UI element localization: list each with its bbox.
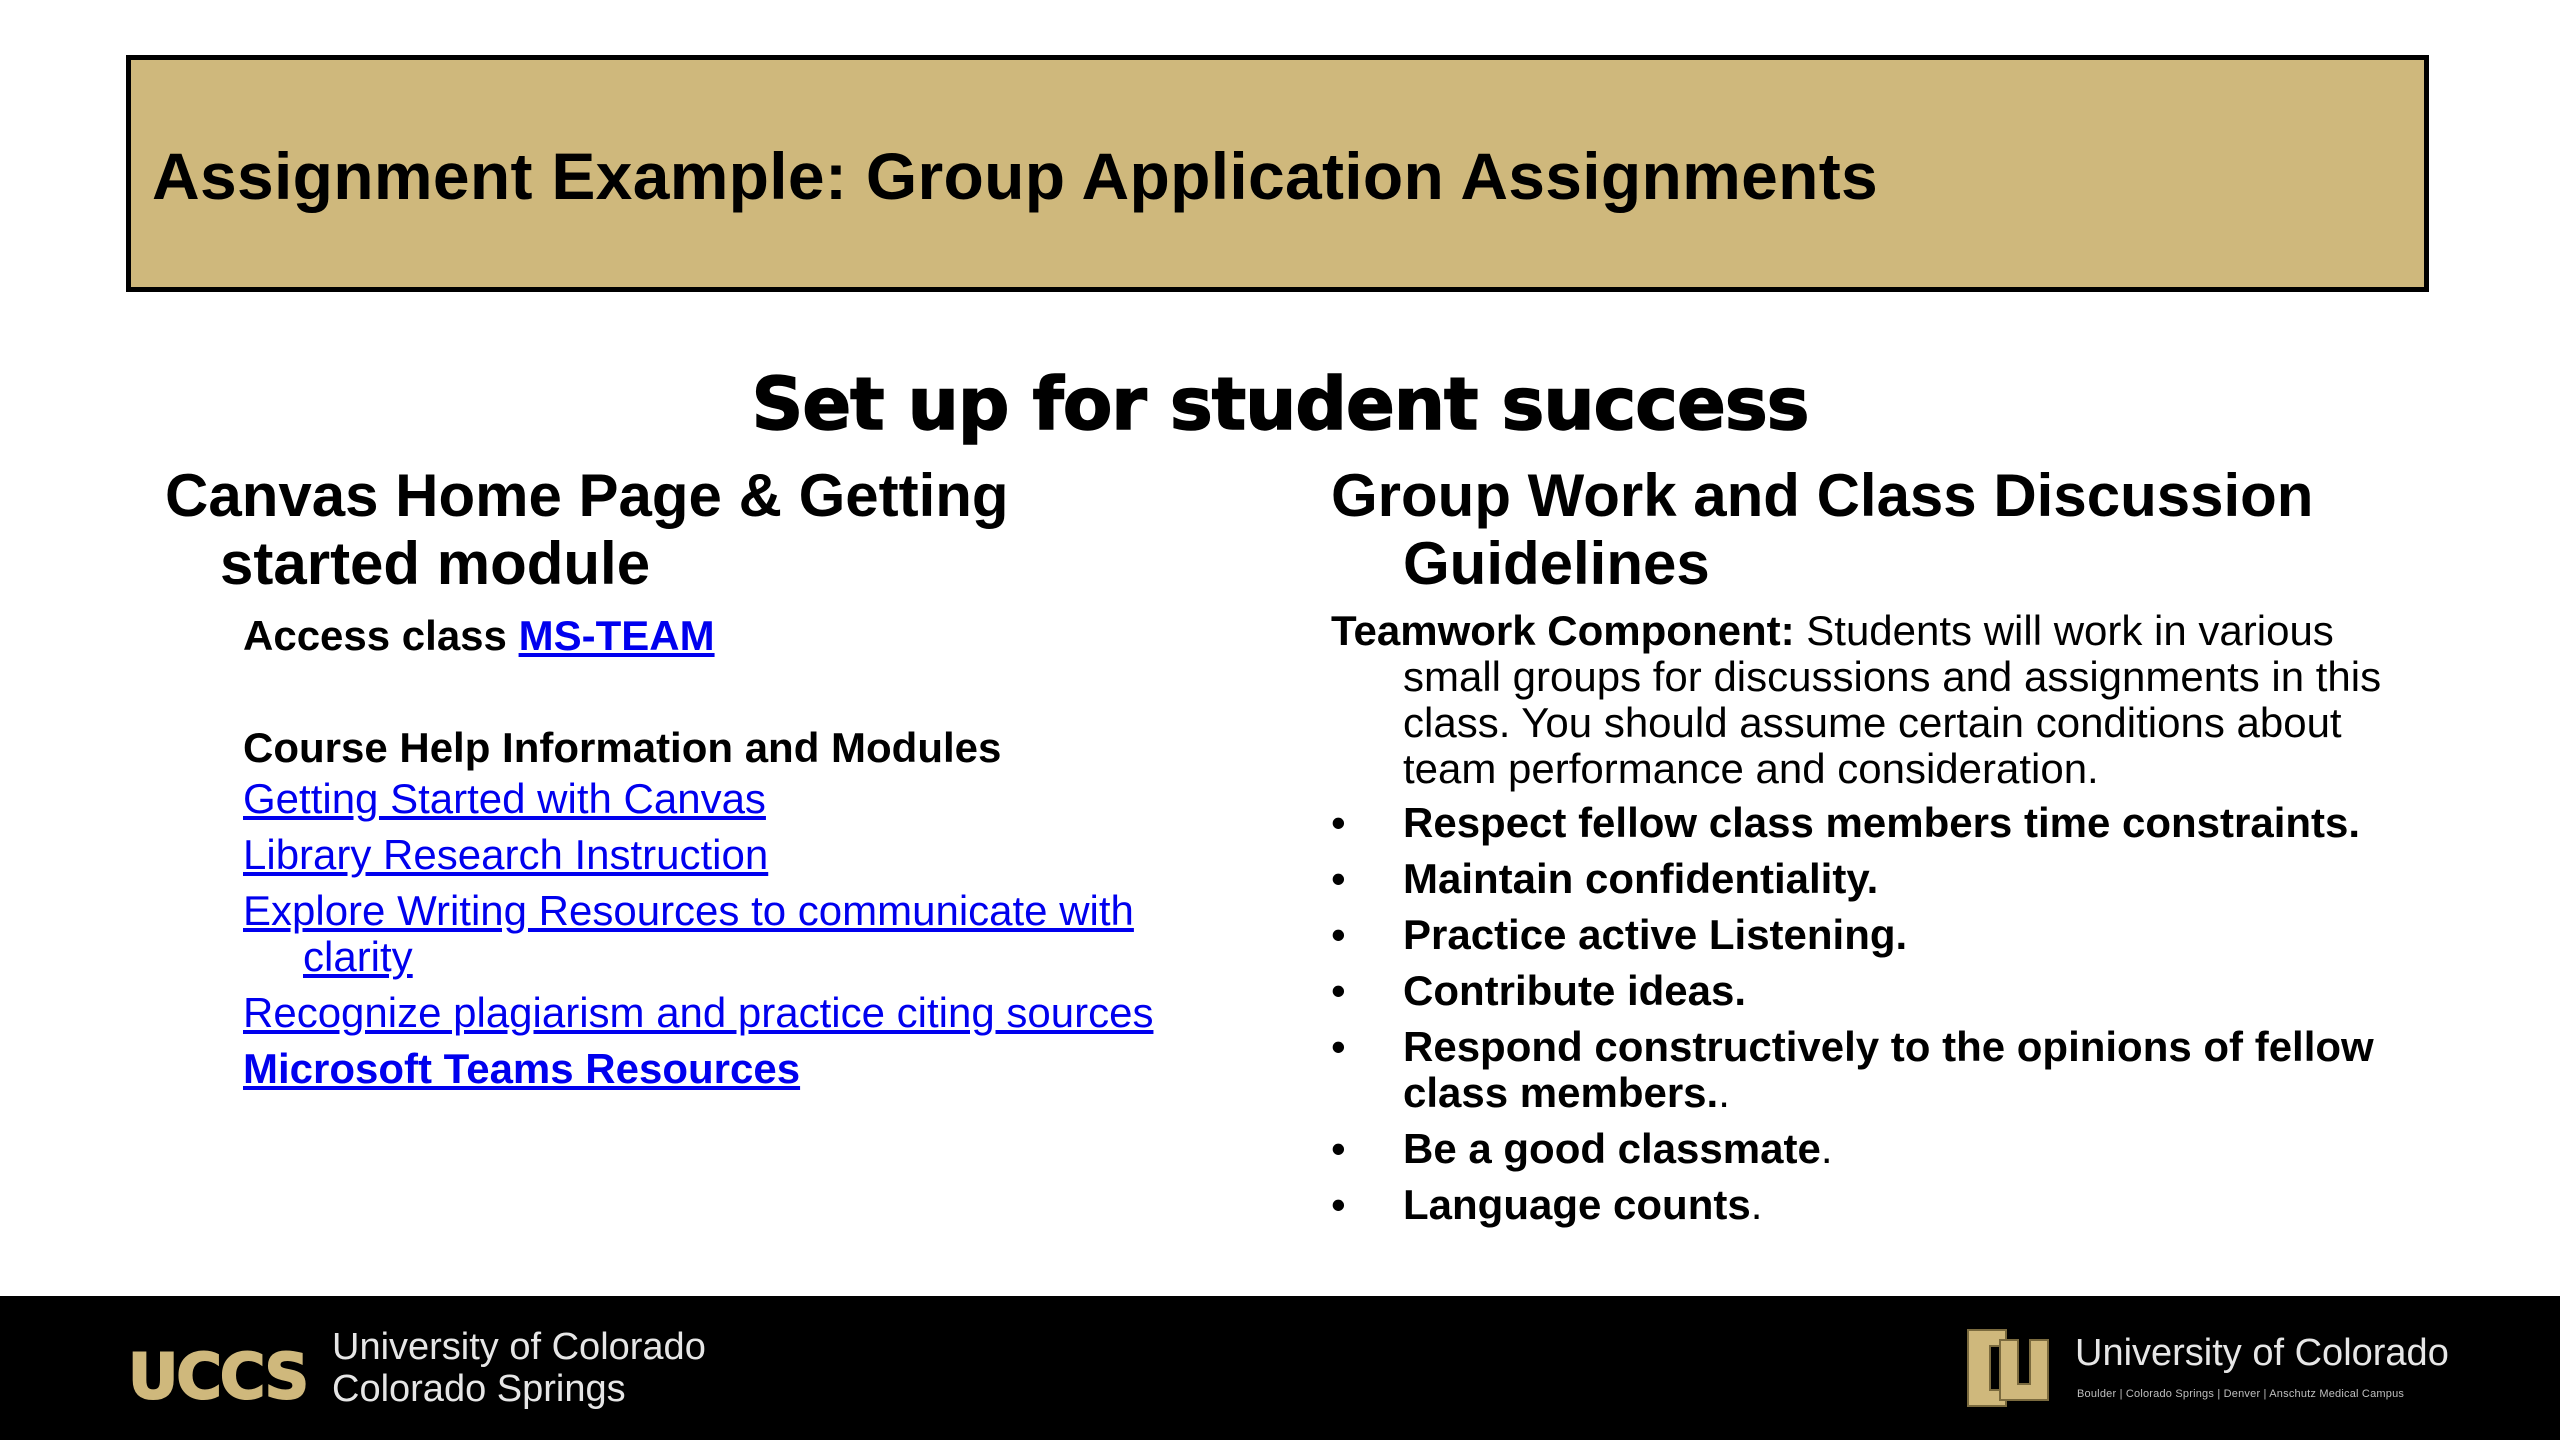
list-item: [1331, 1024, 2431, 1116]
cu-campuses: Boulder | Colorado Springs | Denver | Anschutz Medical Campus: [2077, 1388, 2405, 1400]
list-item: [1331, 912, 2431, 958]
cu-monogram-icon: [1960, 1320, 2054, 1416]
link-plagiarism: [243, 990, 1225, 1036]
left-heading: Canvas Home Page & Getting started module: [165, 462, 1009, 597]
teamwork-text: Students will work in various small groups for discussions and assignments in this class. You should assume certain conditions about team performance and consideration.: [1403, 607, 2382, 792]
list-item: [1331, 1182, 2431, 1228]
bullet-icon: •: [1331, 911, 1346, 958]
bullet-icon: •: [1331, 1023, 1346, 1070]
title-box: [126, 55, 2429, 292]
uccs-line-1: University of Colorado: [332, 1326, 706, 1368]
bullet-icon: •: [1331, 799, 1346, 846]
list-item: [1331, 1126, 2431, 1172]
getting-started-link[interactable]: Getting Started with Canvas: [243, 775, 766, 822]
rule-text: Respond constructively to the opinions of fellow class members.: [1403, 1023, 2374, 1116]
left-content: [243, 608, 1225, 1092]
slide-title: Assignment Example: Group Application Assignments: [152, 139, 1879, 213]
writing-resources-link[interactable]: Explore Writing Resources to communicate with clarity: [243, 887, 1134, 980]
right-column: [1331, 462, 2431, 1238]
rule-text: Contribute ideas.: [1403, 967, 1747, 1014]
library-research-link[interactable]: Library Research Instruction: [243, 831, 769, 878]
bullet-icon: •: [1331, 1125, 1346, 1172]
spacer: [243, 664, 1225, 720]
link-getting-started: [243, 776, 1225, 822]
link-teams: [243, 1046, 1225, 1092]
rule-text: Respect fellow class members time constraints.: [1403, 799, 2361, 846]
guidelines-list: [1331, 800, 2431, 1228]
rule-text: Maintain confidentiality.: [1403, 855, 1879, 902]
rule-text: Practice active Listening.: [1403, 911, 1908, 958]
rule-tail: .: [1820, 1125, 1833, 1172]
plagiarism-link[interactable]: Recognize plagiarism and practice citing sources: [243, 989, 1154, 1036]
link-library: [243, 832, 1225, 878]
help-heading: Course Help Information and Modules: [243, 724, 1002, 771]
teams-resources-link[interactable]: Microsoft Teams Resources: [243, 1045, 801, 1092]
rule-tail: .: [1750, 1181, 1763, 1228]
footer-bar: [0, 1296, 2560, 1440]
slide-subtitle: Set up for student success: [751, 362, 1809, 446]
cu-wordmark: University of Colorado: [2075, 1332, 2449, 1374]
rule-text: Be a good classmate: [1403, 1125, 1821, 1172]
rule-tail: .: [1718, 1069, 1730, 1116]
access-prefix: Access class: [243, 612, 519, 659]
link-writing: [243, 888, 1225, 980]
access-line: [243, 608, 1225, 664]
uccs-line-2: Colorado Springs: [332, 1368, 626, 1410]
list-item: [1331, 856, 2431, 902]
uccs-logo: UCCS: [128, 1340, 308, 1413]
ms-team-link[interactable]: MS-TEAM: [518, 612, 715, 659]
list-item: [1331, 968, 2431, 1014]
bullet-icon: •: [1331, 1181, 1346, 1228]
rule-text: Language counts: [1403, 1181, 1751, 1228]
list-item: [1331, 800, 2431, 846]
bullet-icon: •: [1331, 855, 1346, 902]
teamwork-label: Teamwork Component:: [1331, 607, 1795, 654]
bullet-icon: •: [1331, 967, 1346, 1014]
left-column: [165, 462, 1225, 1102]
right-heading: Group Work and Class Discussion Guidelines: [1331, 462, 2314, 597]
teamwork-paragraph: [1331, 608, 2431, 792]
uccs-wordmark: [332, 1326, 706, 1410]
